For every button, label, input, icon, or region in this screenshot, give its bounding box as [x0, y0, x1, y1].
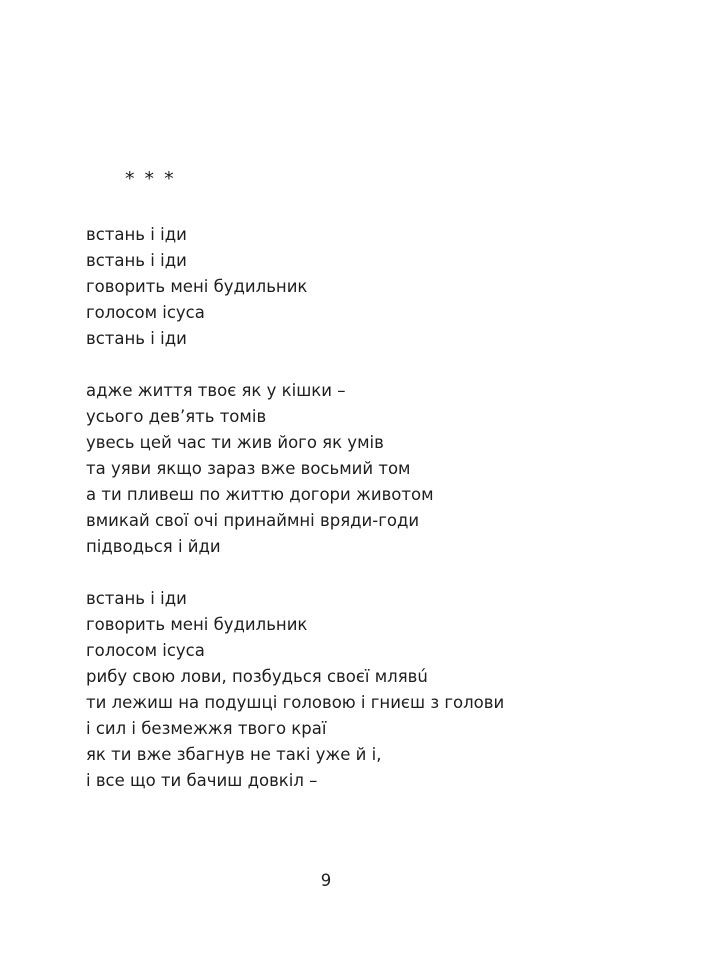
poem-line: та уяви якщо зараз вже восьмий том	[86, 459, 411, 478]
poem-line: адже життя твоє як у кішки –	[86, 381, 346, 400]
poem-line: встань і іди	[86, 225, 187, 244]
poem-line: увесь цей час ти жив його як умів	[86, 433, 384, 452]
poem-line: говорить мені будильник	[86, 615, 308, 634]
poem-line: встань і іди	[86, 251, 187, 270]
poem-line: усього дев’ять томів	[86, 407, 267, 426]
poem-line: і все що ти бачиш довкіл –	[86, 771, 318, 790]
poem-line: говорить мені будильник	[86, 277, 308, 296]
poem-line: голосом ісуса	[86, 641, 205, 660]
poem-line: і сил і безмежжя твого краї	[86, 719, 327, 738]
poem-line: встань і іди	[86, 329, 187, 348]
section-separator: * * *	[125, 168, 176, 190]
poem-line: ти лежиш на подушці головою і гниєш з голови	[86, 693, 505, 712]
poem-line: голосом ісуса	[86, 303, 205, 322]
poem-line: рибу свою лови, позбудься своєї млявú	[86, 667, 428, 686]
poem-line: вмикай свої очі принаймні вряди-годи	[86, 511, 420, 530]
stanza	[86, 586, 686, 794]
stanza	[86, 222, 686, 352]
stanza	[86, 378, 686, 560]
poem-line: встань і іди	[86, 589, 187, 608]
poem-line: як ти вже збагнув не такі уже й і,	[86, 745, 382, 764]
poem-body	[86, 222, 686, 794]
page-number: 9	[320, 871, 332, 890]
poem-line: а ти пливеш по життю догори животом	[86, 485, 434, 504]
poem-line: підводься і йди	[86, 537, 221, 556]
